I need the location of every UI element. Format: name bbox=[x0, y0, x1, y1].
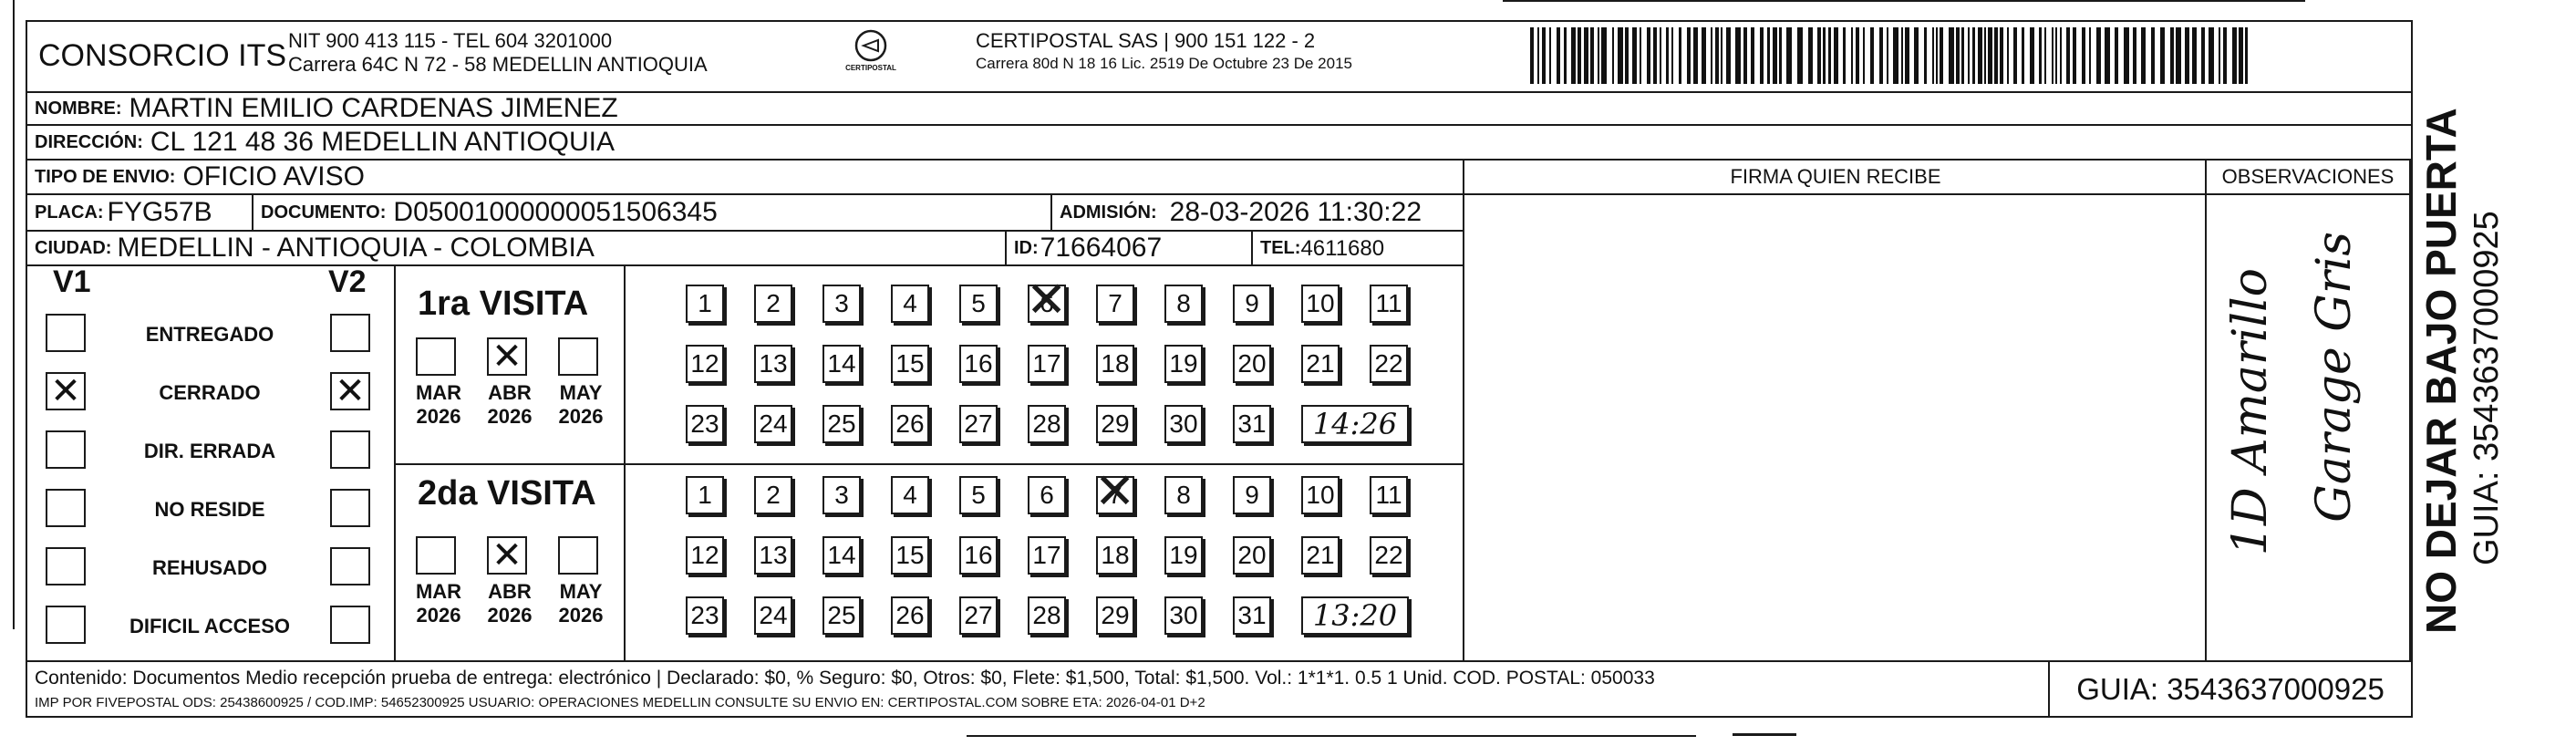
tel-value: 4611680 bbox=[1300, 235, 1385, 261]
day-box[interactable]: 20 bbox=[1233, 345, 1271, 383]
visit-time[interactable]: 13:20 bbox=[1301, 596, 1409, 635]
day-box[interactable]: 9 bbox=[1233, 476, 1271, 514]
barcode-bar bbox=[1988, 27, 1992, 84]
day-box[interactable]: 30 bbox=[1164, 405, 1203, 443]
barcode-bar bbox=[2232, 27, 2237, 84]
barcode-bar bbox=[2039, 27, 2042, 84]
month-checkbox[interactable]: ✕ bbox=[487, 337, 527, 376]
certipostal-logo bbox=[837, 27, 905, 86]
day-box[interactable]: 4 bbox=[891, 476, 929, 514]
bottom-rule bbox=[967, 735, 1696, 737]
barcode bbox=[1530, 27, 2254, 84]
tel-cell bbox=[1253, 232, 1463, 264]
status-v2-checkbox[interactable] bbox=[330, 547, 370, 585]
barcode-bar bbox=[1584, 27, 1588, 84]
day-box[interactable]: 31 bbox=[1233, 405, 1271, 443]
barcode-bar bbox=[1632, 27, 1637, 84]
month-checkbox[interactable] bbox=[558, 536, 598, 575]
day-box[interactable]: 25 bbox=[822, 596, 861, 635]
day-box[interactable]: 4 bbox=[891, 285, 929, 323]
day-box[interactable]: 26 bbox=[891, 596, 929, 635]
barcode-bar bbox=[1828, 27, 1831, 84]
barcode-bar bbox=[1715, 27, 1719, 84]
observaciones-area bbox=[2205, 195, 2411, 660]
day-box[interactable]: 23 bbox=[686, 405, 724, 443]
barcode-bar bbox=[1856, 27, 1859, 84]
day-box[interactable]: 19 bbox=[1164, 345, 1203, 383]
month-checkbox[interactable] bbox=[416, 536, 456, 575]
day-box[interactable]: 24 bbox=[754, 596, 792, 635]
day-box[interactable]: 18 bbox=[1096, 536, 1134, 575]
v1-label: V1 bbox=[53, 264, 91, 299]
barcode-bar bbox=[2105, 27, 2110, 84]
day-box[interactable]: 14 bbox=[822, 345, 861, 383]
barcode-bar bbox=[2013, 27, 2017, 84]
ciudad-cell bbox=[27, 232, 1007, 264]
barcode-bar bbox=[1721, 27, 1723, 84]
side-warning: NO DEJAR BAJO PUERTA bbox=[2417, 108, 2465, 634]
day-box[interactable]: 21 bbox=[1301, 536, 1340, 575]
barcode-bar bbox=[1936, 27, 1938, 84]
barcode-bar bbox=[1625, 27, 1629, 84]
barcode-bar bbox=[1578, 27, 1581, 84]
month-label: MAR bbox=[415, 381, 462, 404]
status-block bbox=[27, 266, 396, 660]
barcode-bar bbox=[2124, 27, 2129, 84]
day-box[interactable]: 8 bbox=[1164, 285, 1203, 323]
barcode-bar bbox=[1598, 27, 1599, 84]
barcode-bar bbox=[1808, 27, 1813, 84]
barcode-bar bbox=[2052, 27, 2054, 84]
barcode-bar bbox=[1870, 27, 1874, 84]
barcode-bar bbox=[1743, 27, 1747, 84]
day-box[interactable]: 2 bbox=[754, 476, 792, 514]
barcode-bar bbox=[1961, 27, 1964, 84]
tel-label: TEL: bbox=[1260, 237, 1301, 258]
day-box[interactable]: 11 bbox=[1370, 476, 1408, 514]
barcode-bar bbox=[2133, 27, 2136, 84]
month-year: 2026 bbox=[558, 604, 604, 627]
month-label: ABR bbox=[488, 381, 532, 404]
day-box[interactable]: 3 bbox=[822, 285, 861, 323]
barcode-bar bbox=[2044, 27, 2046, 84]
status-label: ENTREGADO bbox=[145, 323, 274, 346]
barcode-bar bbox=[1653, 27, 1657, 84]
day-box[interactable]: 17 bbox=[1028, 536, 1066, 575]
barcode-bar bbox=[2245, 27, 2248, 84]
day-box[interactable]: 29 bbox=[1096, 405, 1134, 443]
day-box[interactable]: 10 bbox=[1301, 476, 1340, 514]
day-box[interactable]: 15 bbox=[891, 345, 929, 383]
month-checkbox[interactable] bbox=[558, 337, 598, 376]
barcode-bar bbox=[1767, 27, 1770, 84]
header bbox=[27, 22, 2411, 93]
barcode-bar bbox=[1994, 27, 1998, 84]
barcode-bar bbox=[1978, 27, 1982, 84]
day-box[interactable]: 8 bbox=[1164, 476, 1203, 514]
day-box[interactable]: 2 bbox=[754, 285, 792, 323]
day-box[interactable]: 23 bbox=[686, 596, 724, 635]
day-box[interactable]: 6 bbox=[1028, 476, 1066, 514]
visit-1-title: 1ra VISITA bbox=[418, 285, 589, 323]
month-label: MAR bbox=[415, 580, 462, 603]
id-label: ID: bbox=[1014, 237, 1039, 258]
tipo-envio-row bbox=[27, 161, 1463, 195]
observaciones-line-2: Garage Gris bbox=[2307, 232, 2362, 523]
day-box[interactable]: 3 bbox=[822, 476, 861, 514]
day-box[interactable]: 12 bbox=[686, 536, 724, 575]
barcode-bar bbox=[1843, 27, 1846, 84]
admision-cell bbox=[1052, 195, 1463, 230]
day-box[interactable]: 11 bbox=[1370, 285, 1408, 323]
day-box[interactable]: 14 bbox=[822, 536, 861, 575]
barcode-bar bbox=[1693, 27, 1698, 84]
barcode-bar bbox=[2030, 27, 2034, 84]
status-label: DIR. ERRADA bbox=[143, 440, 276, 462]
barcode-bar bbox=[1817, 27, 1821, 84]
day-box[interactable]: 5 bbox=[959, 285, 998, 323]
day-box[interactable]: 18 bbox=[1096, 345, 1134, 383]
carrier-line-2: Carrera 80d N 18 16 Lic. 2519 De Octubre 23 De 2015 bbox=[976, 55, 1352, 72]
barcode-bar bbox=[2176, 27, 2181, 84]
barcode-bar bbox=[1914, 27, 1919, 84]
barcode-bar bbox=[2219, 27, 2220, 84]
footer-line-1: Contenido: Documentos Medio recepción prueba de entrega: electrónico | Declarado: $0, % Seguro: $0, Otros: $0, Flete: $1,500, Total: $1,500. Vol.: 1*1*1. 0.5 1 Unid. COD. POSTAL: 050033 bbox=[35, 668, 1655, 689]
documento-label: DOCUMENTO: bbox=[261, 202, 387, 223]
v2-label: V2 bbox=[328, 264, 367, 299]
day-box[interactable]: 26 bbox=[891, 405, 929, 443]
barcode-bar bbox=[1940, 27, 1943, 84]
barcode-bar bbox=[2073, 27, 2076, 84]
day-box[interactable]: 17 bbox=[1028, 345, 1066, 383]
barcode-bar bbox=[1851, 27, 1853, 84]
barcode-bar bbox=[1893, 27, 1898, 84]
sender-info bbox=[288, 29, 708, 77]
day-box[interactable]: 25 bbox=[822, 405, 861, 443]
admision-label: ADMISIÓN: bbox=[1060, 202, 1157, 223]
day-box[interactable]: 1 bbox=[686, 285, 724, 323]
status-label: CERRADO bbox=[159, 381, 261, 404]
day-box[interactable]: 20 bbox=[1233, 536, 1271, 575]
barcode-bar bbox=[1735, 27, 1741, 84]
barcode-bar bbox=[2192, 27, 2197, 84]
barcode-bar bbox=[1711, 27, 1712, 84]
day-box[interactable]: 29 bbox=[1096, 596, 1134, 635]
placa-value: FYG57B bbox=[107, 197, 212, 227]
direccion-row bbox=[27, 126, 2411, 161]
barcode-bar bbox=[2170, 27, 2174, 84]
barcode-bar bbox=[1956, 27, 1960, 84]
barcode-bar bbox=[1590, 27, 1594, 84]
barcode-bar bbox=[1549, 27, 1551, 84]
barcode-bar bbox=[2115, 27, 2118, 84]
id-value: 71664067 bbox=[1040, 233, 1163, 263]
visit-2-months bbox=[396, 465, 626, 660]
id-cell bbox=[1007, 232, 1253, 264]
day-box[interactable]: 30 bbox=[1164, 596, 1203, 635]
barcode-bar bbox=[2096, 27, 2101, 84]
status-label: DIFICIL ACCESO bbox=[129, 615, 290, 637]
placa-row bbox=[27, 195, 1463, 232]
month-year: 2026 bbox=[487, 405, 533, 428]
sender-line-2: Carrera 64C N 72 - 58 MEDELLIN ANTIOQUIA bbox=[288, 53, 708, 76]
day-box[interactable]: 31 bbox=[1233, 596, 1271, 635]
observaciones-title: OBSERVACIONES bbox=[2221, 165, 2395, 188]
placa-cell bbox=[27, 195, 253, 230]
footer-guia: GUIA: 3543637000925 bbox=[2076, 671, 2385, 706]
direccion-value: CL 121 48 36 MEDELLIN ANTIOQUIA bbox=[150, 127, 615, 157]
placa-label: PLACA: bbox=[35, 202, 104, 223]
tipo-label: TIPO DE ENVIO: bbox=[35, 166, 176, 187]
status-v1-checkbox[interactable] bbox=[46, 314, 86, 352]
status-v1-checkbox[interactable] bbox=[46, 489, 86, 527]
barcode-bar bbox=[1687, 27, 1691, 84]
day-box[interactable]: 5 bbox=[959, 476, 998, 514]
barcode-bar bbox=[1601, 27, 1607, 84]
visit-2-title: 2da VISITA bbox=[418, 474, 596, 513]
barcode-bar bbox=[1932, 27, 1934, 84]
barcode-bar bbox=[1797, 27, 1803, 84]
barcode-bar bbox=[2000, 27, 2003, 84]
footer-guia-cell bbox=[2048, 662, 2411, 716]
day-box[interactable]: 22 bbox=[1370, 345, 1408, 383]
day-box[interactable]: 22 bbox=[1370, 536, 1408, 575]
month-checkbox[interactable] bbox=[416, 337, 456, 376]
barcode-bar bbox=[2151, 27, 2155, 84]
status-v2-checkbox[interactable] bbox=[330, 430, 370, 469]
status-v1-checkbox[interactable] bbox=[46, 430, 86, 469]
nombre-label: NOMBRE: bbox=[35, 98, 122, 119]
visit-1 bbox=[396, 266, 1463, 465]
barcode-bar bbox=[2141, 27, 2146, 84]
month-label: MAY bbox=[559, 580, 603, 603]
barcode-bar bbox=[2082, 27, 2085, 84]
barcode-bar bbox=[1542, 27, 1546, 84]
barcode-bar bbox=[2060, 27, 2062, 84]
barcode-bar bbox=[1647, 27, 1650, 84]
day-box[interactable]: 27 bbox=[959, 596, 998, 635]
barcode-bar bbox=[2185, 27, 2189, 84]
barcode-bar bbox=[2055, 27, 2057, 84]
barcode-bar bbox=[2160, 27, 2165, 84]
status-v1-checkbox[interactable]: ✕ bbox=[46, 372, 86, 410]
month-label: MAY bbox=[559, 381, 603, 404]
barcode-bar bbox=[1863, 27, 1865, 84]
carrier-line-1: CERTIPOSTAL SAS | 900 151 122 - 2 bbox=[976, 29, 1316, 52]
status-v2-checkbox[interactable] bbox=[330, 314, 370, 352]
month-checkbox[interactable]: ✕ bbox=[487, 536, 527, 575]
day-box[interactable]: 9 bbox=[1233, 285, 1271, 323]
status-v1-checkbox[interactable] bbox=[46, 547, 86, 585]
barcode-bar bbox=[1968, 27, 1970, 84]
barcode-bar bbox=[2007, 27, 2009, 84]
barcode-bar bbox=[2201, 27, 2205, 84]
observaciones-header bbox=[2205, 161, 2411, 195]
day-box[interactable]: 16 bbox=[959, 345, 998, 383]
day-box[interactable]: 13 bbox=[754, 345, 792, 383]
barcode-bar bbox=[1530, 27, 1534, 84]
barcode-bar bbox=[1972, 27, 1975, 84]
barcode-bar bbox=[1773, 27, 1777, 84]
status-v2-checkbox[interactable] bbox=[330, 489, 370, 527]
barcode-bar bbox=[1779, 27, 1782, 84]
left-margin-line bbox=[13, 0, 15, 629]
barcode-bar bbox=[2089, 27, 2091, 84]
barcode-bar bbox=[2223, 27, 2227, 84]
footer-line-2: IMP POR FIVEPOSTAL ODS: 25438600925 / COD.IMP: 54652300925 USUARIO: OPERACIONES MEDELLIN CONSULTE SU ENVIO EN: CERTIPOSTAL.COM SOBRE ETA: 2026-04-01 D+2 bbox=[35, 695, 1205, 710]
barcode-bar bbox=[1834, 27, 1838, 84]
logo-caption: CERTIPOSTAL bbox=[845, 64, 896, 72]
barcode-bar bbox=[1671, 27, 1673, 84]
status-v2-checkbox[interactable]: ✕ bbox=[330, 372, 370, 410]
day-box[interactable]: 21 bbox=[1301, 345, 1340, 383]
day-box[interactable]: 27 bbox=[959, 405, 998, 443]
logo-icon bbox=[853, 27, 889, 64]
visit-2 bbox=[396, 465, 1463, 660]
month-label: ABR bbox=[488, 580, 532, 603]
barcode-bar bbox=[1640, 27, 1641, 84]
ciudad-value: MEDELLIN - ANTIOQUIA - COLOMBIA bbox=[117, 233, 595, 263]
sender-line-1: NIT 900 413 115 - TEL 604 3201000 bbox=[288, 29, 613, 52]
ciudad-row bbox=[27, 232, 1463, 266]
barcode-bar bbox=[1564, 27, 1567, 84]
day-box[interactable]: 28 bbox=[1028, 405, 1066, 443]
barcode-bar bbox=[1557, 27, 1560, 84]
firma-area bbox=[1463, 195, 2207, 660]
barcode-bar bbox=[1924, 27, 1927, 84]
visit-time[interactable]: 14:26 bbox=[1301, 405, 1409, 443]
header-top-rule bbox=[1503, 0, 2305, 2]
barcode-bar bbox=[1823, 27, 1826, 84]
day-box[interactable]: 1 bbox=[686, 476, 724, 514]
bottom-rule-short bbox=[1733, 733, 1796, 736]
firma-header bbox=[1463, 161, 2207, 195]
barcode-bar bbox=[1660, 27, 1661, 84]
nombre-row bbox=[27, 93, 2411, 126]
firma-title: FIRMA QUIEN RECIBE bbox=[1730, 165, 1941, 188]
barcode-bar bbox=[2209, 27, 2214, 84]
barcode-bar bbox=[1949, 27, 1954, 84]
barcode-bar bbox=[1666, 27, 1669, 84]
barcode-bar bbox=[1984, 27, 1986, 84]
barcode-bar bbox=[1905, 27, 1909, 84]
day-box[interactable]: 12 bbox=[686, 345, 724, 383]
month-year: 2026 bbox=[416, 405, 461, 428]
barcode-bar bbox=[1726, 27, 1731, 84]
day-box[interactable]: 19 bbox=[1164, 536, 1203, 575]
day-box[interactable]: 10 bbox=[1301, 285, 1340, 323]
day-box[interactable]: 24 bbox=[754, 405, 792, 443]
barcode-bar bbox=[2022, 27, 2024, 84]
day-box[interactable]: 28 bbox=[1028, 596, 1066, 635]
barcode-bar bbox=[2239, 27, 2243, 84]
barcode-bar bbox=[1537, 27, 1539, 84]
barcode-bar bbox=[1702, 27, 1706, 84]
status-v1-checkbox[interactable] bbox=[46, 606, 86, 644]
day-box[interactable]: 6 ✕ bbox=[1028, 285, 1066, 323]
barcode-bar bbox=[1901, 27, 1903, 84]
barcode-bar bbox=[1786, 27, 1792, 84]
month-year: 2026 bbox=[487, 604, 533, 627]
day-box[interactable]: 16 bbox=[959, 536, 998, 575]
carrier-info bbox=[976, 29, 1352, 75]
barcode-bar bbox=[1751, 27, 1754, 84]
day-box[interactable]: 7 ✕ bbox=[1096, 476, 1134, 514]
day-box[interactable]: 7 bbox=[1096, 285, 1134, 323]
barcode-bar bbox=[1571, 27, 1576, 84]
barcode-bar bbox=[1679, 27, 1681, 84]
status-v2-checkbox[interactable] bbox=[330, 606, 370, 644]
observaciones-line-1: 1D Amarillo bbox=[2223, 268, 2278, 556]
status-label: REHUSADO bbox=[152, 556, 267, 579]
day-box[interactable]: 15 bbox=[891, 536, 929, 575]
status-label: NO RESIDE bbox=[154, 498, 265, 521]
barcode-bar bbox=[1760, 27, 1764, 84]
day-box[interactable]: 13 bbox=[754, 536, 792, 575]
barcode-bar bbox=[2066, 27, 2070, 84]
barcode-bar bbox=[1618, 27, 1623, 84]
barcode-bar bbox=[1887, 27, 1888, 84]
direccion-label: DIRECCIÓN: bbox=[35, 131, 143, 152]
barcode-bar bbox=[1879, 27, 1883, 84]
documento-cell bbox=[253, 195, 1052, 230]
ciudad-label: CIUDAD: bbox=[35, 237, 112, 258]
month-year: 2026 bbox=[558, 405, 604, 428]
admision-value: 28-03-2026 11:30:22 bbox=[1169, 197, 1422, 227]
documento-value: D05001000000051506345 bbox=[393, 197, 718, 227]
visit-1-months bbox=[396, 266, 626, 463]
side-guia: GUIA: 3543637000925 bbox=[2467, 211, 2506, 565]
footer bbox=[27, 660, 2411, 716]
tipo-value: OFICIO AVISO bbox=[182, 161, 365, 192]
barcode-bar bbox=[1612, 27, 1614, 84]
month-year: 2026 bbox=[416, 604, 461, 627]
nombre-value: MARTIN EMILIO CARDENAS JIMENEZ bbox=[129, 93, 618, 123]
sender-name: CONSORCIO ITS bbox=[38, 38, 287, 73]
